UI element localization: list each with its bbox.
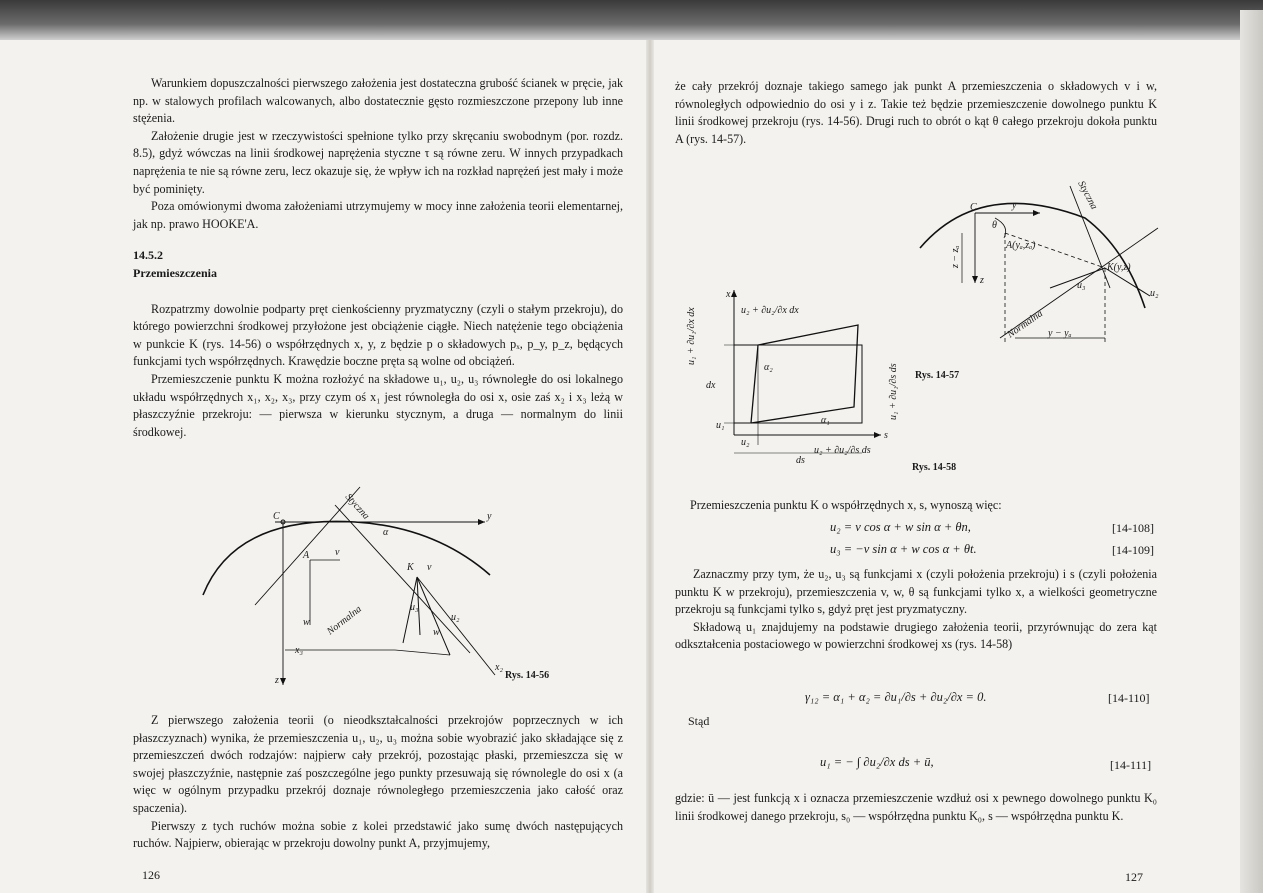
equation-14-109: u₃ = −v sin α + w cos α + θt. [830, 542, 977, 556]
fig57-u3: u₃ [1077, 280, 1086, 291]
fig57-u2: u₂ [1150, 288, 1159, 299]
caption-14-58: Rys. 14-58 [912, 462, 957, 473]
page-edge [1240, 10, 1263, 893]
paragraph: Poza omówionymi dwoma założeniami utrzymujemy w mocy inne założenia teorii elementarnej, jak np. prawo HOOKE'A. [133, 199, 623, 231]
fig56-x3: x₃ [295, 645, 303, 656]
fig58-s: s [884, 430, 888, 441]
tangent-line [255, 487, 360, 605]
equation-number-14-111: [14-111] [1110, 758, 1152, 772]
fig58-dx: dx [706, 380, 716, 391]
fig56-A: A [303, 550, 310, 561]
equation-14-111: u₁ = − ∫ ∂u₂/∂x ds + ū, [820, 755, 934, 769]
equation-14-108: u₂ = v cos α + w sin α + θn, [830, 520, 971, 534]
fig58-a1: α₁ [821, 415, 830, 426]
u2-vector [417, 577, 450, 655]
right-page-para3 [675, 566, 1157, 654]
stad-label: Stąd [688, 714, 710, 728]
right-page-para2 [690, 497, 1155, 515]
fig56-v: v [335, 547, 340, 558]
fig57-theta: θ [992, 220, 997, 231]
figure-14-58 [686, 285, 906, 465]
fig56-C: C [273, 511, 280, 522]
right-page-para5 [675, 790, 1157, 825]
caption-14-57: Rys. 14-57 [915, 370, 960, 381]
fig57-A: A(yₐ,zₐ) [1006, 240, 1036, 251]
midline-curve [203, 521, 490, 595]
section-number: 14.5.2 [133, 248, 163, 263]
fig57-y: y [1012, 200, 1017, 211]
fig58-u2: u₂ [741, 437, 750, 448]
book-gutter [646, 40, 654, 893]
fig56-normalna: Normalna [325, 603, 364, 638]
paragraph: Składową u₁ znajdujemy na podstawie drugiego założenia teorii, przyrównując do zera kąt odkształcenia postaciowego w powierzchni środkowej xs (rys. 14-58) [675, 619, 1157, 652]
figure-14-56-drawing [195, 485, 595, 690]
fig56-x2: x₂ [495, 662, 503, 673]
paragraph: Pierwszy z tych ruchów można sobie z kolei przedstawić jako sumę dwóch następujących ruchów. Najpierw, obierając w przekroju dowolny punkt A, przyjmujemy, [133, 818, 623, 851]
paragraph: Rozpatrzmy dowolnie podparty pręt cienkościenny pryzmatyczny (czyli o stałym przekroju), do którego powierzchni środkowej przyłożone jest obciążenie ciągłe. Niech natężenie tego obciążenia w punkcie K (rys. 14-56) o współrzędnych x, y, z będzie p o składowych pₓ, p_y, p_z, będących funkcjami tych współrzędnych. Krawędzie boczne pręta są wolne od obciążeń. [133, 301, 623, 369]
fig56-K: K [407, 562, 414, 573]
scan-top-shadow [0, 0, 1263, 40]
paragraph: Zaznaczmy przy tym, że u₂, u₃ są funkcjami x (czyli położenia przekroju) i s (czyli położenia punktu K w przekroju), przemieszczenia v, w, θ są funkcjami tylko x, a wielkości geometryczne przekroju są funkcjami tylko s, gdyż pręt jest pryzmatyczny. [675, 567, 1157, 617]
fig56-w: w [303, 617, 310, 628]
fig57-C: C [970, 202, 977, 213]
left-page-bottom [133, 712, 623, 853]
equation-number-14-108: [14-108] [1112, 521, 1154, 535]
paragraph: Z pierwszego założenia teorii (o nieodkształcalności przekrojów poprzecznych w ich płaszczyznach) wynika, że przemieszczenia u₁, u₂, u₃ można sobie wyobrazić jako składające się z przemieszczeń dwóch rodzajów: najpierw cały przekrój, pozostając płaski, przemieszcza się w swojej płaszczyźnie, następnie zaś poszczególne jego punkty przesuwają się równolegle do osi x (a więc w ogólnym przypadku przekrój doznaje równoległego przemieszczenia jako całość oraz spaczenia). [133, 713, 623, 815]
equation-14-110: γ₁₂ = α₁ + α₂ = ∂u₁/∂s + ∂u₂/∂x = 0. [805, 690, 987, 704]
figure-14-57-drawing [900, 178, 1170, 378]
fig57-styczna: Styczna [1075, 179, 1100, 212]
equation-number-14-110: [14-110] [1108, 691, 1150, 705]
fig58-u2plus: u₂ + ∂u₂/∂x dx [741, 305, 799, 316]
paragraph: Założenie drugie jest w rzeczywistości spełnione tylko przy skręcaniu swobodnym (por. rozdz. 8.5), gdyż wówczas na linii środkowej naprężenia styczne τ są równe zeru. W innych przypadkach naprężenia te nie są równe zeru, lecz okazuje się, że wpływ ich na rozkład naprężeń jest mały i może być pominięty. [133, 128, 623, 196]
fig58-u1: u₁ [716, 420, 725, 431]
fig56-u2: u₂ [451, 612, 460, 623]
fig56-styczna: Styczna [342, 491, 372, 522]
fig57-yya: y − yₐ [1048, 328, 1072, 339]
fig57-normalna: Normalna [1005, 308, 1045, 341]
figure-14-57 [900, 178, 1170, 378]
fig56-v2: v [427, 562, 432, 573]
paragraph: że cały przekrój doznaje takiego samego jak punkt A przemieszczenia o składowych v i w, równoległych odpowiednio do osi y i z. Takie też będzie przemieszczenie dowolnego punktu K linii środkowej przekroju (rys. 14-56). Drugi ruch to obrót o kąt θ całego przekroju dokoła punktu A (rys. 14-57). [675, 79, 1157, 146]
fig56-alpha: α [383, 527, 389, 538]
fig56-u3: u₃ [410, 602, 419, 613]
section-title: Przemieszczenia [133, 265, 217, 280]
fig57-zza: z − zₐ [950, 245, 961, 268]
page-number-right: 127 [1125, 870, 1143, 884]
equation-number-14-109: [14-109] [1112, 543, 1154, 557]
page-number-left: 126 [142, 868, 160, 882]
figure-14-58-drawing [686, 285, 906, 465]
normal-line [335, 505, 470, 653]
figure-14-56 [195, 485, 595, 690]
paragraph: Przemieszczenie punktu K można rozłożyć na składowe u₁, u₂, u₃ równoległe do osi lokalnego układu współrzędnych x₁, x₂, x₃, przy czym oś x₁ jest równoległa do osi x, osie zaś x₂ i x₃ leżą w płaszczyźnie przekroju: — pierwsza w kierunku stycznym, a druga — normalnym do linii środkowej. [133, 371, 623, 439]
paragraph: Warunkiem dopuszczalności pierwszego założenia jest dostateczna grubość ścianek w pręcie, jak np. w stalowych profilach walcowanych, albo dostatecznie gęsto rozmieszczone przepony lub inne stężenia. [133, 76, 623, 126]
caption-14-56: Rys. 14-56 [505, 670, 550, 681]
fig57-z: z [980, 275, 984, 286]
x1-axis [417, 577, 495, 675]
fig56-y: y [487, 511, 492, 522]
fig58-ds: ds [796, 455, 805, 466]
fig58-x: x [726, 289, 731, 300]
fig58-u1plus-s: u₁ + ∂u₁/∂s ds [888, 363, 899, 420]
paragraph: gdzie: ū — jest funkcją x i oznacza przemieszczenie wzdłuż osi x pewnego dowolnego punktu K₀ linii środkowej danego przekroju, s₀ — współrzędna punktu K₀, s — współrzędna punktu K. [675, 791, 1157, 823]
left-page [133, 75, 623, 441]
fig58-u1plus-x: u₁ + ∂u₁/∂x dx [686, 307, 697, 365]
fig56-z: z [275, 675, 279, 686]
fig57-K: K(y,z) [1107, 262, 1131, 273]
fig56-w2: w [433, 627, 440, 638]
right-page [675, 78, 1157, 148]
paragraph: Przemieszczenia punktu K o współrzędnych x, s, wynoszą więc: [690, 498, 1002, 512]
fig58-a2: α₂ [764, 362, 773, 373]
fig58-u2plus-s: u₂ + ∂u₂/∂s ds [814, 445, 871, 456]
